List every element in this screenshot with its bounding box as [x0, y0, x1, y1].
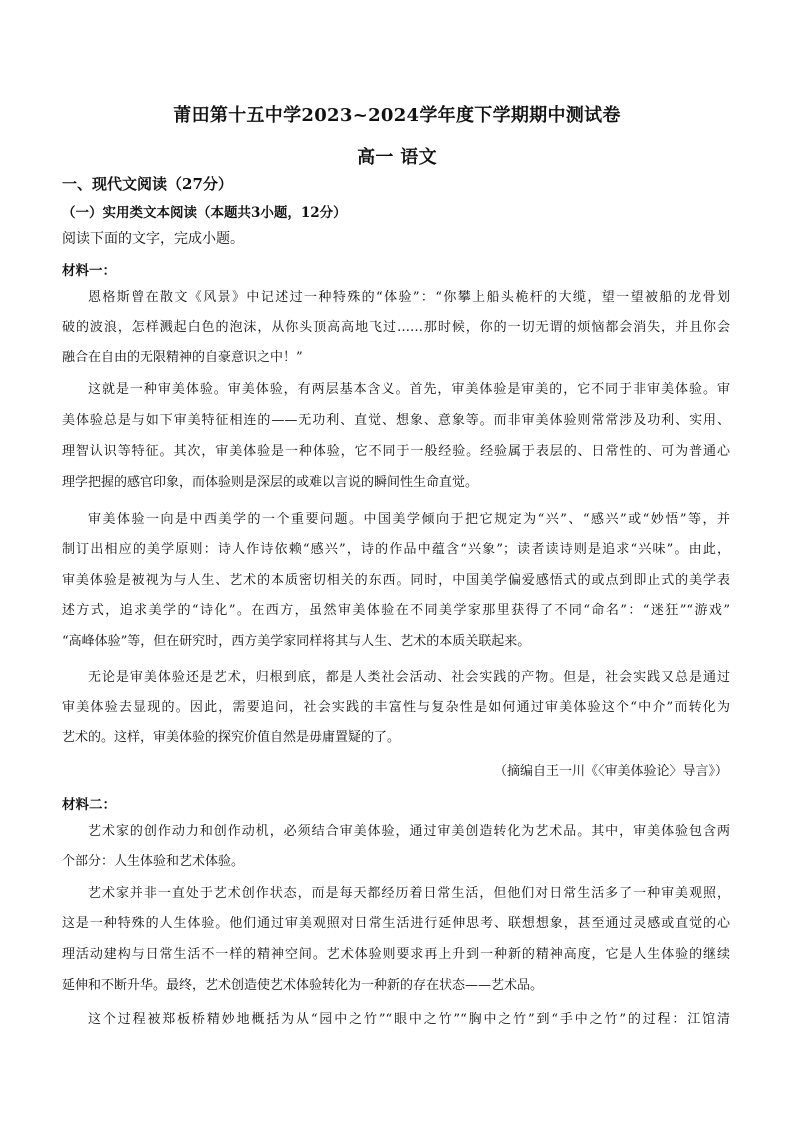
paragraph-line: 艺术的。这样，审美体验的探究价值自然是毋庸置疑的了。	[62, 730, 401, 745]
paragraph-line: 述方式，追求美学的“诗化”。在西方，虽然审美体验在不同美学家那里获得了不同“命名”：“迷狂”“游戏”	[62, 603, 730, 618]
paragraph-line: 审美体验一向是中西美学的一个重要问题。中国美学倾向于把它规定为“兴”、“感兴”或“妙悟”等，并	[88, 512, 730, 527]
paragraph-line: 理学把握的感官印象，而体验则是深层的或难以言说的瞬间性生命直觉。	[62, 475, 479, 490]
material-one-label: 材料一：	[62, 263, 116, 279]
paragraph-line: 艺术家的创作动力和创作动机，必须结合审美体验，通过审美创造转化为艺术品。其中，审美体验包含两	[88, 824, 730, 839]
exam-title: 莆田第十五中学2023~2024学年度下学期期中测试卷	[173, 105, 621, 126]
paragraph-line: 恩格斯曾在散文《风景》中记述过一种特殊的“体验”：“你攀上船头桅杆的大缆，望一望被船的龙骨划	[88, 290, 730, 305]
paragraph-line: 这个过程被郑板桥精妙地概括为从“园中之竹”“眼中之竹”“胸中之竹”到“手中之竹”的过程：江馆清	[88, 1012, 730, 1027]
paragraph-line: 无论是审美体验还是艺术，归根到底，都是人类社会活动、社会实践的产物。但是，社会实践又总是通过	[88, 670, 730, 685]
material-one-source: （摘编自王一川《〈审美体验论〉导言》）	[493, 764, 728, 779]
paragraph-line: “高峰体验”等，但在研究时，西方美学家同样将其与人生、艺术的本质关联起来。	[62, 634, 531, 649]
paragraph-line: 理智认识等特征。其次，审美体验是一种体验，它不同于一般经验。经验属于表层的、日常性的、可为普通心	[62, 444, 730, 459]
paragraph-line: 制订出相应的美学原则：诗人作诗依赖“感兴”，诗的作品中蕴含“兴象”；读者读诗则是追求“兴味”。由此，	[62, 542, 730, 557]
exam-subtitle: 高一 语文	[357, 147, 437, 168]
paragraph-line: 美体验总是与如下审美特征相连的——无功利、直觉、想象、意象等。而非审美体验则常常涉及功利、实用、	[62, 413, 730, 428]
paragraph-line: 艺术家并非一直处于艺术创作状态，而是每天都经历着日常生活，但他们对日常生活多了一种审美观照，	[88, 886, 730, 901]
sub-section-heading: （一）实用类文本阅读（本题共3小题，12分）	[62, 205, 347, 221]
paragraph-line: 这是一种特殊的人生体验。他们通过审美观照对日常生活进行延伸思考、联想想象，甚至通过灵感或直觉的心	[62, 916, 730, 931]
paragraph-line: 延伸和不断升华。最终，艺术创造使艺术体验转化为一种新的存在状态——艺术品。	[62, 978, 544, 993]
paragraph-line: 破的波浪，怎样溅起白色的泡沫，从你头顶高高地飞过……那时候，你的一切无谓的烦恼都会消失，并且你会	[62, 320, 730, 335]
material-two-label: 材料二：	[62, 797, 116, 813]
paragraph-line: 理活动建构与日常生活不一样的精神空间。艺术体验则要求再上升到一种新的精神高度，它是人生体验的继续	[62, 947, 730, 962]
paragraph-line: 这就是一种审美体验。审美体验，有两层基本含义。首先，审美体验是审美的，它不同于非审美体验。审	[88, 382, 730, 397]
section-heading: 一、现代文阅读（27分）	[62, 175, 233, 193]
paragraph-line: 审美体验去显现的。因此，需要追问，社会实践的丰富性与复杂性是如何通过审美体验这个“中介”而转化为	[62, 700, 730, 715]
reading-instruction: 阅读下面的文字，完成小题。	[62, 231, 244, 247]
paragraph-line: 融合在自由的无限精神的自豪意识之中！”	[62, 350, 303, 365]
paragraph-line: 个部分：人生体验和艺术体验。	[62, 854, 245, 869]
paragraph-line: 审美体验是被视为与人生、艺术的本质密切相关的东西。同时，中国美学偏爱感悟式的或点到即止式的美学表	[62, 573, 730, 588]
